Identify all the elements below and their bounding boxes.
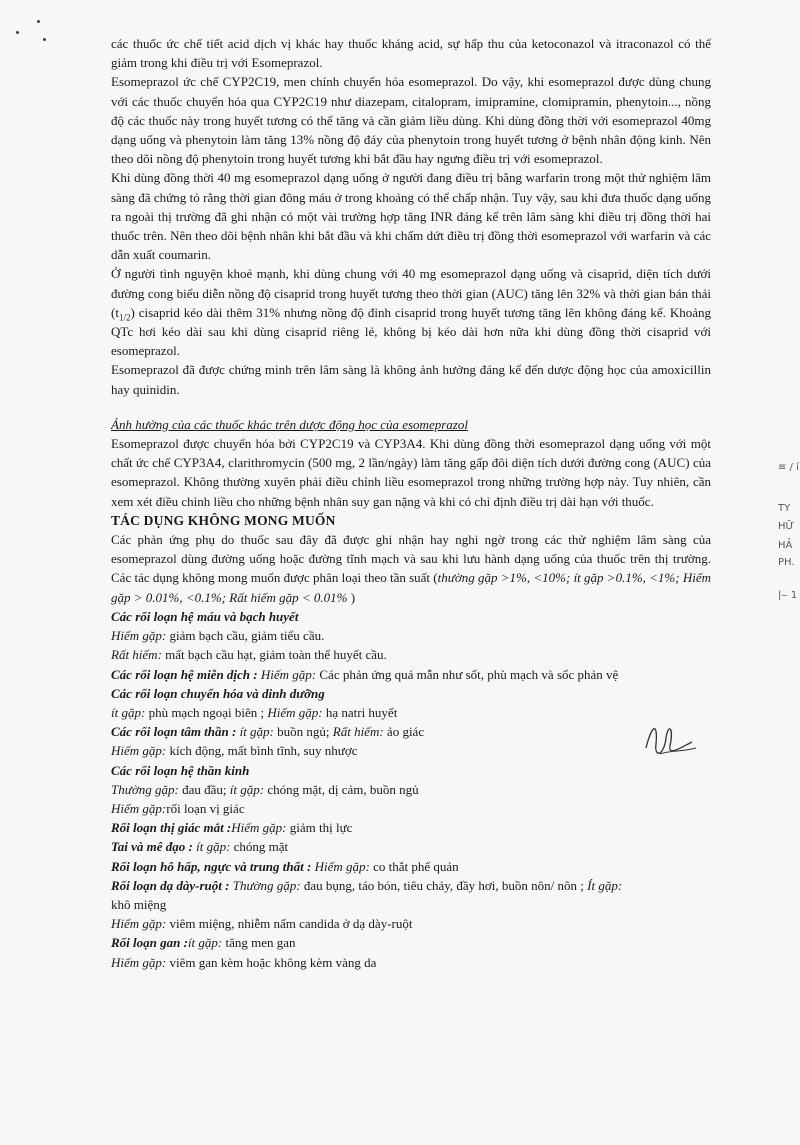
cisapride-text-2: ) cisaprid kéo dài thêm 31% nhưng nồng độ đỉnh cisaprid trong huyết tương tăng lên không đáng kể. Khoảng QTc hơi kéo dài sau khi dùng cisaprid riêng lẻ, không bị kéo dài hơn nữa khi dùng đồng thời cisaprid với esomeprazol. [111,304,711,359]
paragraph-pk: Esomeprazol được chuyển hóa bởi CYP2C19 và CYP3A4. Khi dùng đồng thời esomeprazol dạng uống với một chất ức chế CYP3A4, clarithromycin (500 mg, 2 lần/ngày) làm tăng gấp đôi diện tích dưới đường cong (AUC) của esomeprazol. Không thường xuyên phải điều chỉnh liều esomeprazol trong những trường hợp này. Tuy nhiên, cần xem xét điều chỉnh liều cho những bệnh nhân suy gan nặng và khi có chỉ định điều trị dài hạn với thuốc. [111,436,711,509]
category-label: Các rối loạn chuyển hóa và dinh dưỡng [111,685,325,701]
effect-text: đau đầu; [178,781,230,797]
effect-text: chóng mặt, dị cảm, buồn ngủ [264,781,419,797]
handwritten-signature [640,718,700,764]
adverse-effect-line [111,761,711,780]
ae-intro-text: Các phản ứng phụ do thuốc sau đây đã được ghi nhận hay nghi ngờ trong các thử nghiệm lâm sàng của esomeprazol dùng đường uống hoặc đường tĩnh mạch và sau khi lưu hành dạng uống của thuốc trên thị trường. Các tác dụng không mong muốn được phân loại theo tần suất ( [111,532,711,586]
effect-text: giảm thị lực [286,820,353,836]
category-label: Rối loạn hô hấp, ngực và trung thất : [111,858,315,874]
paragraph-cyp2c19: Esomeprazol ức chế CYP2C19, men chính chuyển hóa esomeprazol. Do vậy, khi esomeprazol được dùng chung với các thuốc chuyển hóa qua CYP2C19 như diazepam, citalopram, imipramine, clomipramin, phenytoin..., nồng độ các thuốc này trong huyết tương có thể tăng và cần giảm liều dùng. Khi dùng đồng thời với esomeprazol 40mg dạng uống và phenytoin làm tăng 13% nồng độ đáy của phenytoin trong huyết tương ở bệnh nhân động kinh. Nên theo dõi nồng độ phenytoin trong huyết tương khi bắt đầu hay ngưng điều trị với esomeprazol. [111,74,711,167]
effect-text: Các phản ứng quá mẫn như sốt, phù mạch và sốc phản vệ [316,666,619,682]
effect-text: giảm bạch cầu, giảm tiểu cầu. [166,628,325,644]
frequency-label: Hiếm gặp: [231,820,287,836]
category-label: Các rối loạn hệ miễn dịch : [111,666,261,682]
adverse-effect-line [111,741,711,760]
effect-text: ảo giác [383,724,425,740]
margin-note: ≡ / í [778,462,799,473]
adverse-effect-line [111,953,711,972]
frequency-label: Thường gặp: [111,781,179,797]
adverse-effect-line [111,780,711,799]
half-life-subscript: 1/2 [118,312,131,323]
effect-text: phù mạch ngoại biên ; [145,704,268,720]
frequency-label: Hiếm gặp: [260,666,317,682]
frequency-label: Hiếm gặp: [111,916,167,932]
subheading-text: Ảnh hưởng của các thuốc khác trên dược động học của esomeprazol [111,416,468,432]
margin-note: PH. [778,557,795,568]
paragraph-ae-intro [111,530,711,607]
adverse-effect-line [111,645,711,664]
adverse-effect-line [111,665,711,684]
effect-text: mất bạch cầu hạt, giảm toàn thể huyết cầu. [161,647,387,663]
document-page [111,34,711,972]
effect-text: viêm gan kèm hoặc không kèm vàng da [166,954,377,970]
frequency-label: Rất hiếm: [332,724,384,740]
ae-intro-close: ) [347,589,356,605]
frequency-label: Hiếm gặp: [111,628,167,644]
frequency-label: Thường gặp: [232,877,301,893]
effect-text: khô miệng [111,896,167,912]
frequency-label: ít gặp: [196,839,231,855]
adverse-effect-line [111,933,711,952]
adverse-effect-line [111,626,711,645]
effect-text: co thắt phế quản [369,858,459,874]
adverse-effect-line [111,799,711,818]
paragraph-antacid: các thuốc ức chế tiết acid dịch vị khác hay thuốc kháng acid, sự hấp thu của ketoconazol và itraconazol có thể giảm trong khi điều trị với Esomeprazol. [111,36,711,71]
margin-note: |‒ 1 [778,590,798,601]
category-label: Tai và mê đạo : [111,839,197,855]
category-label: Rối loạn dạ dày-ruột : [111,877,233,893]
frequency-definition: thường gặp >1%, <10%; ít gặp >0.1%, <1%; Hiếm gặp > 0.01%, <0.1%; Rất hiếm gặp < 0.01% [111,570,711,605]
effect-text: buồn ngủ; [273,724,333,740]
effect-text: viêm miệng, nhiễm nấm candida ở dạ dày-ruột [166,916,413,932]
effect-text: rối loạn vị giác [166,800,245,816]
adverse-effect-line [111,722,711,741]
effect-text: hạ natri huyết [322,704,398,720]
adverse-effect-line [111,607,711,626]
category-label: Các rối loạn tâm thần : [111,724,240,740]
adverse-effect-line [111,684,711,703]
section-title-adverse-effects: TÁC DỤNG KHÔNG MONG MUỐN [111,512,336,528]
effect-text: đau bụng, táo bón, tiêu chảy, đầy hơi, buồn nôn/ nôn ; [300,877,588,893]
paragraph-amoxicillin: Esomeprazol đã được chứng minh trên lâm sàng là không ảnh hưởng đáng kể đến dược động học của amoxicillin hay quinidin. [111,362,711,397]
frequency-label: Hiếm gặp: [267,704,323,720]
margin-note: HỮ [778,521,795,532]
frequency-label: Hiếm gặp: [111,743,167,759]
frequency-label: Hiếm gặp: [111,800,167,816]
paragraph-cisapride [111,264,711,360]
adverse-effect-line [111,895,711,914]
category-label: Rối loạn gan : [111,935,188,951]
adverse-effect-list [111,607,711,972]
cisapride-text-1: Ở người tình nguyện khoẻ mạnh, khi dùng chung với 40 mg esomeprazol dạng uống và cisaprid, diện tích dưới đường cong biểu diễn nồng độ cisaprid trong huyết tương theo thời gian (AUC) tăng lên 32% và thời gian bán thải (t [111,266,711,320]
adverse-effect-line [111,818,711,837]
adverse-effect-line [111,914,711,933]
adverse-effect-line [111,703,711,722]
adverse-effect-line [111,876,711,895]
frequency-label: Hiếm gặp: [314,858,370,874]
margin-note: TY [778,503,791,514]
frequency-label: ít gặp: [229,781,265,797]
frequency-label: Hiếm gặp: [111,954,167,970]
margin-note: HẢ [778,540,793,551]
frequency-label: Rất hiếm: [111,647,162,663]
category-label: Các rối loạn hệ thần kinh [111,762,250,778]
category-label: Các rối loạn hệ máu và bạch huyết [111,608,299,624]
scan-speck [16,31,19,34]
category-label: Rối loạn thị giác mắt : [111,820,232,836]
frequency-label: ít gặp: [187,935,223,951]
scan-speck [43,38,46,41]
paragraph-warfarin: Khi dùng đồng thời 40 mg esomeprazol dạng uống ở người đang điều trị bằng warfarin trong một thử nghiệm lâm sàng đã chứng tỏ rằng thời gian đông máu ở trong khoảng có thể chấp nhận. Tuy vậy, sau khi đưa thuốc dạng uống ra ngoài thị trường đã ghi nhận có một vài trường hợp tăng INR đáng kể trên lâm sàng khi điều trị đồng thời hai thuốc trên. Nên theo dõi bệnh nhân khi bắt đầu và khi chấm dứt điều trị đồng thời esomeprazol với warfarin và các dẫn xuất coumarin. [111,170,711,263]
frequency-label: ít gặp: [239,724,274,740]
scan-speck [37,20,40,23]
effect-text: tăng men gan [222,935,296,951]
effect-text: chóng mặt [230,839,289,855]
effect-text: kích động, mất bình tĩnh, suy nhược [166,743,358,759]
frequency-label: ít gặp: [111,704,146,720]
adverse-effect-line [111,857,711,876]
frequency-label: Ít gặp: [587,877,623,893]
subheading-drug-effects [111,415,711,434]
adverse-effect-line [111,837,711,856]
